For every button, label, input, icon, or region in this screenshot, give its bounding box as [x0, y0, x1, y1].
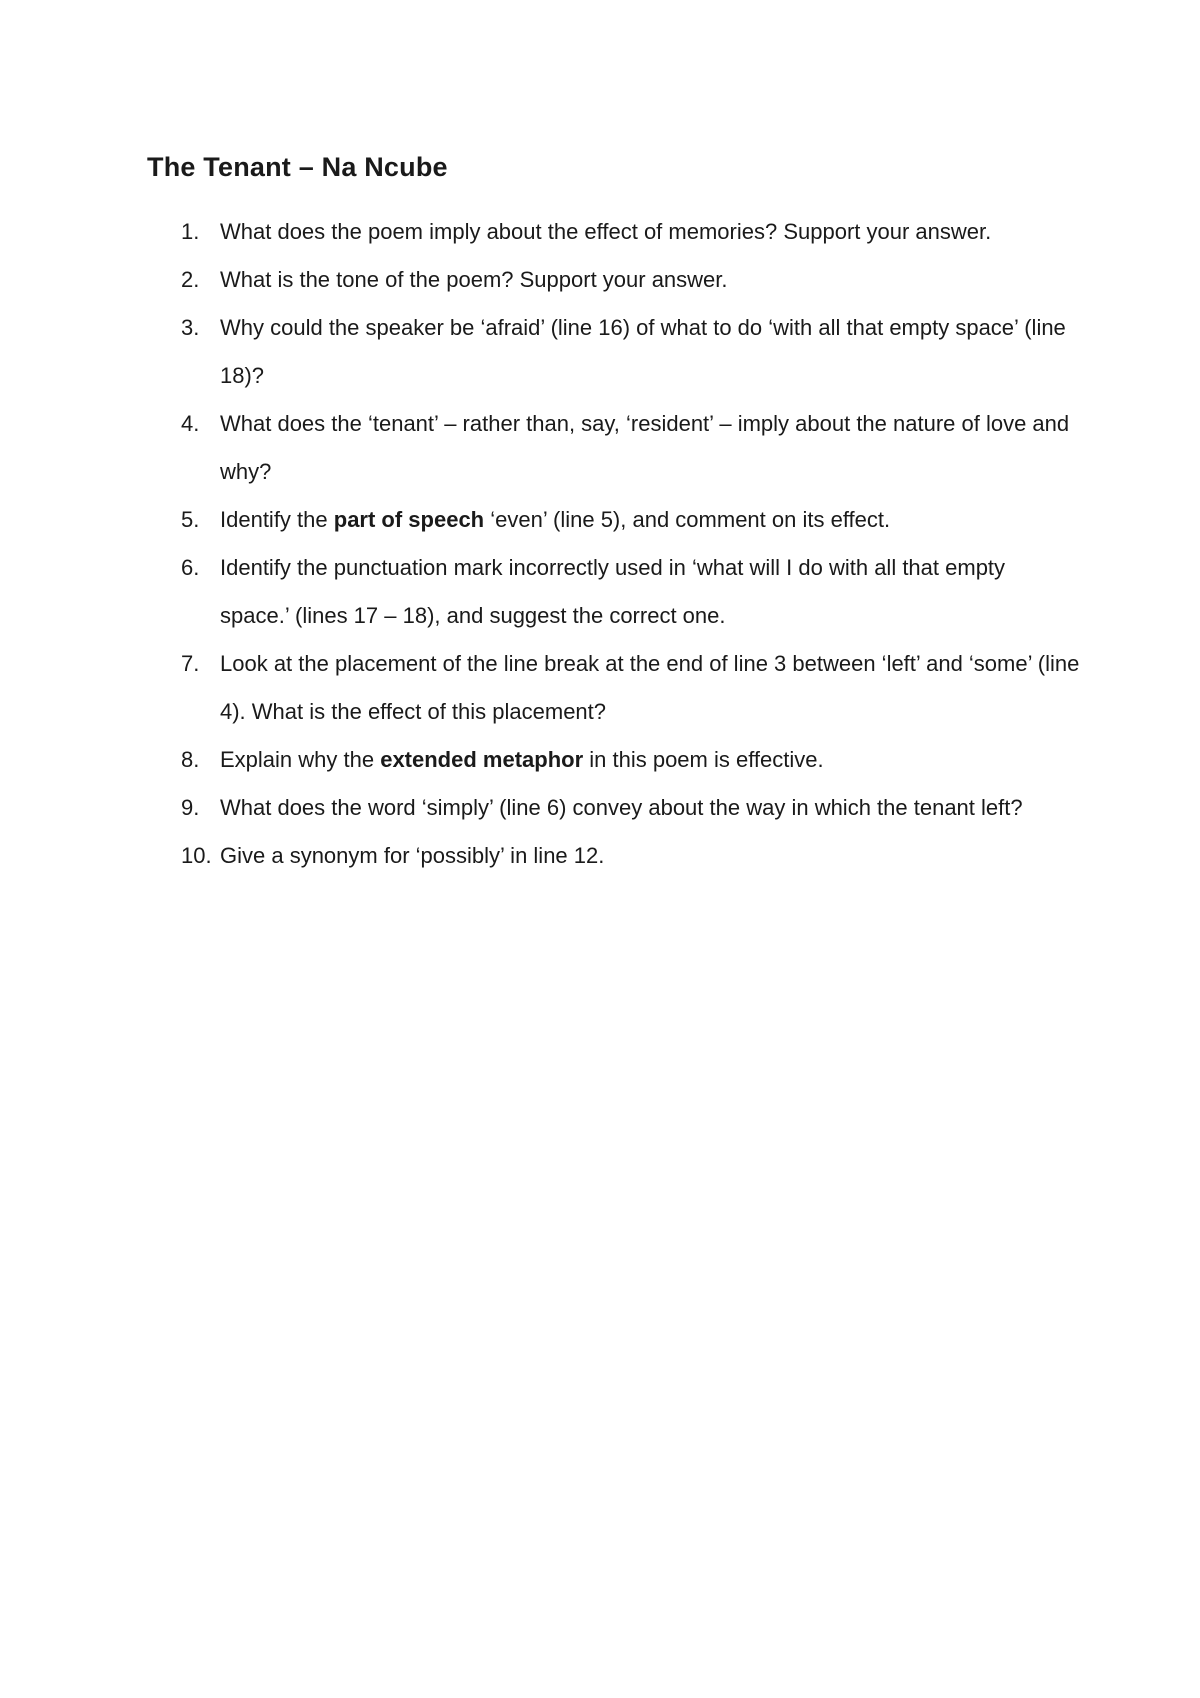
question-item: [0, 832, 1080, 880]
question-number: 3.: [181, 315, 200, 340]
question-number: 10.: [181, 843, 212, 868]
question-number: 1.: [181, 219, 200, 244]
document-title: The Tenant – Na Ncube: [147, 152, 448, 182]
question-text: [220, 507, 890, 532]
question-number: 8.: [181, 747, 200, 772]
question-text-after: in this poem is effective.: [583, 747, 824, 772]
question-text-after: ‘even’ (line 5), and comment on its effect.: [484, 507, 891, 532]
question-item: [0, 400, 1080, 496]
question-text: What is the tone of the poem? Support your answer.: [220, 267, 728, 292]
question-item: [0, 736, 1080, 784]
question-number: 5.: [181, 507, 200, 532]
question-text: What does the ‘tenant’ – rather than, say, ‘resident’ – imply about the nature of love and why?: [220, 411, 1070, 484]
question-text: Give a synonym for ‘possibly’ in line 12.: [220, 843, 605, 868]
question-number: 9.: [181, 795, 200, 820]
question-number: 6.: [181, 555, 200, 580]
question-text: Why could the speaker be ‘afraid’ (line 16) of what to do ‘with all that empty space’ (line 18)?: [220, 315, 1066, 388]
question-number: 4.: [181, 411, 200, 436]
question-text: [220, 747, 824, 772]
question-item: [0, 304, 1080, 400]
bold-term: extended metaphor: [380, 747, 584, 772]
question-item: [0, 640, 1080, 736]
question-item: [0, 256, 1080, 304]
question-text: Look at the placement of the line break at the end of line 3 between ‘left’ and ‘some’ (line 4). What is the effect of this placement?: [220, 651, 1080, 724]
bold-term: part of speech: [333, 507, 485, 532]
question-list: [0, 208, 1200, 880]
question-text: What does the word ‘simply’ (line 6) convey about the way in which the tenant left?: [220, 795, 1023, 820]
question-item: [0, 496, 1080, 544]
question-text: Identify the punctuation mark incorrectly used in ‘what will I do with all that empty space.’ (lines 17 – 18), and suggest the correct one.: [220, 555, 1006, 628]
question-text: What does the poem imply about the effect of memories? Support your answer.: [220, 219, 992, 244]
question-item: [0, 784, 1080, 832]
question-number: 7.: [181, 651, 200, 676]
question-text-before: Identify the: [220, 507, 334, 532]
question-item: [0, 544, 1080, 640]
question-item: [0, 208, 1080, 256]
question-number: 2.: [181, 267, 200, 292]
question-text-before: Explain why the: [220, 747, 381, 772]
